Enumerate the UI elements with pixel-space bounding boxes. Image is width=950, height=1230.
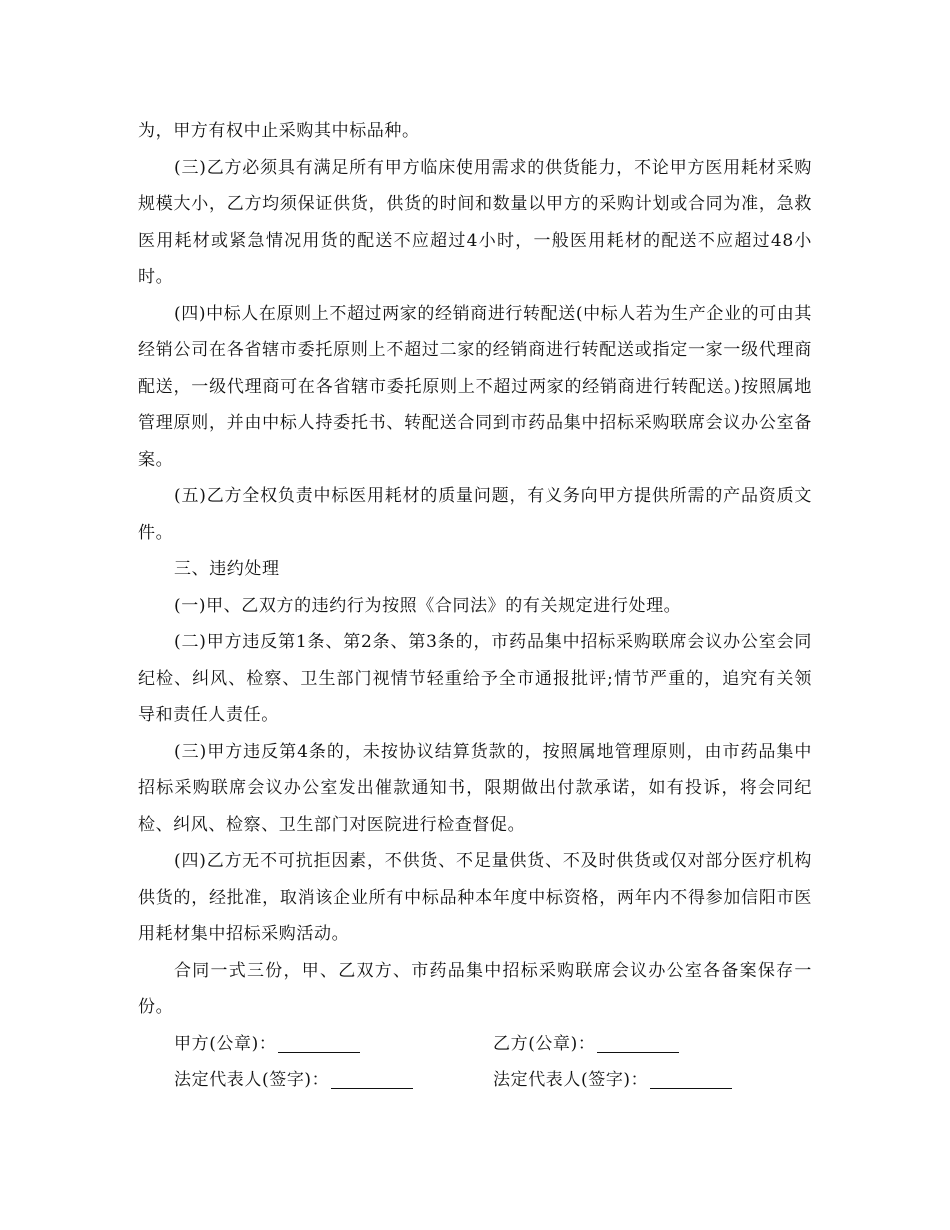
party-a-seal-label: 甲方(公章)：	[174, 1033, 277, 1054]
party-b-rep-label: 法定代表人(签字)：	[493, 1070, 649, 1090]
party-b-seal-blank	[597, 1034, 679, 1053]
document-page	[138, 113, 812, 1099]
party-a-seal-field	[174, 1026, 493, 1063]
paragraph: (四)乙方无不可抗拒因素，不供货、不足量供货、不及时供货或仅对部分医疗机构供货的，经批准，取消该企业所有中标品种本年度中标资格，两年内不得参加信阳市医用耗材集中招标采购活动。	[138, 851, 812, 944]
party-a-rep-blank	[331, 1070, 413, 1089]
signature-row-seal	[138, 1026, 812, 1063]
party-b-rep-blank	[650, 1070, 732, 1089]
party-b-seal-field	[493, 1026, 812, 1063]
paragraph: (一)甲、乙双方的违约行为按照《合同法》的有关规定进行处理。	[174, 595, 682, 616]
party-a-seal-blank	[278, 1034, 360, 1053]
paragraph: (三)甲方违反第4条的，未按协议结算货款的，按照属地管理原则，由市药品集中招标采购联席会议办公室发出催款通知书，限期做出付款承诺，如有投诉，将会同纪检、纠风、检察、卫生部门对医院进行检查督促。	[138, 741, 812, 835]
paragraph: (三)乙方必须具有满足所有甲方临床使用需求的供货能力，不论甲方医用耗材采购规模大小，乙方均须保证供货，供货的时间和数量以甲方的采购计划或合同为准，急救医用耗材或紧急情况用货的配送不应超过4小时，一般医用耗材的配送不应超过48小时。	[138, 157, 812, 287]
party-b-rep-field	[493, 1062, 812, 1099]
signature-row-rep	[138, 1062, 812, 1099]
paragraph: (五)乙方全权负责中标医用耗材的质量问题，有义务向甲方提供所需的产品资质文件。	[138, 486, 812, 543]
party-a-rep-label: 法定代表人(签字)：	[174, 1070, 330, 1090]
party-a-rep-field	[174, 1062, 493, 1099]
section-heading: 三、违约处理	[174, 559, 280, 579]
paragraph: 为，甲方有权中止采购其中标品种。	[138, 121, 420, 141]
paragraph: (二)甲方违反第1条、第2条、第3条的，市药品集中招标采购联席会议办公室会同纪检、纠风、检察、卫生部门视情节轻重给予全市通报批评;情节严重的，追究有关领导和责任人责任。	[138, 632, 812, 725]
paragraph: (四)中标人在原则上不超过两家的经销商进行转配送(中标人若为生产企业的可由其经销公司在各省辖市委托原则上不超过二家的经销商进行转配送或指定一家一级代理商配送，一级代理商可在各省辖市委托原则上不超过两家的经销商进行转配送。)按照属地管理原则，并由中标人持委托书、转配送合同到市药品集中招标采购联席会议办公室备案。	[138, 303, 812, 470]
party-b-seal-label: 乙方(公章)：	[493, 1033, 596, 1054]
paragraph: 合同一式三份，甲、乙双方、市药品集中招标采购联席会议办公室各备案保存一份。	[138, 960, 812, 1017]
